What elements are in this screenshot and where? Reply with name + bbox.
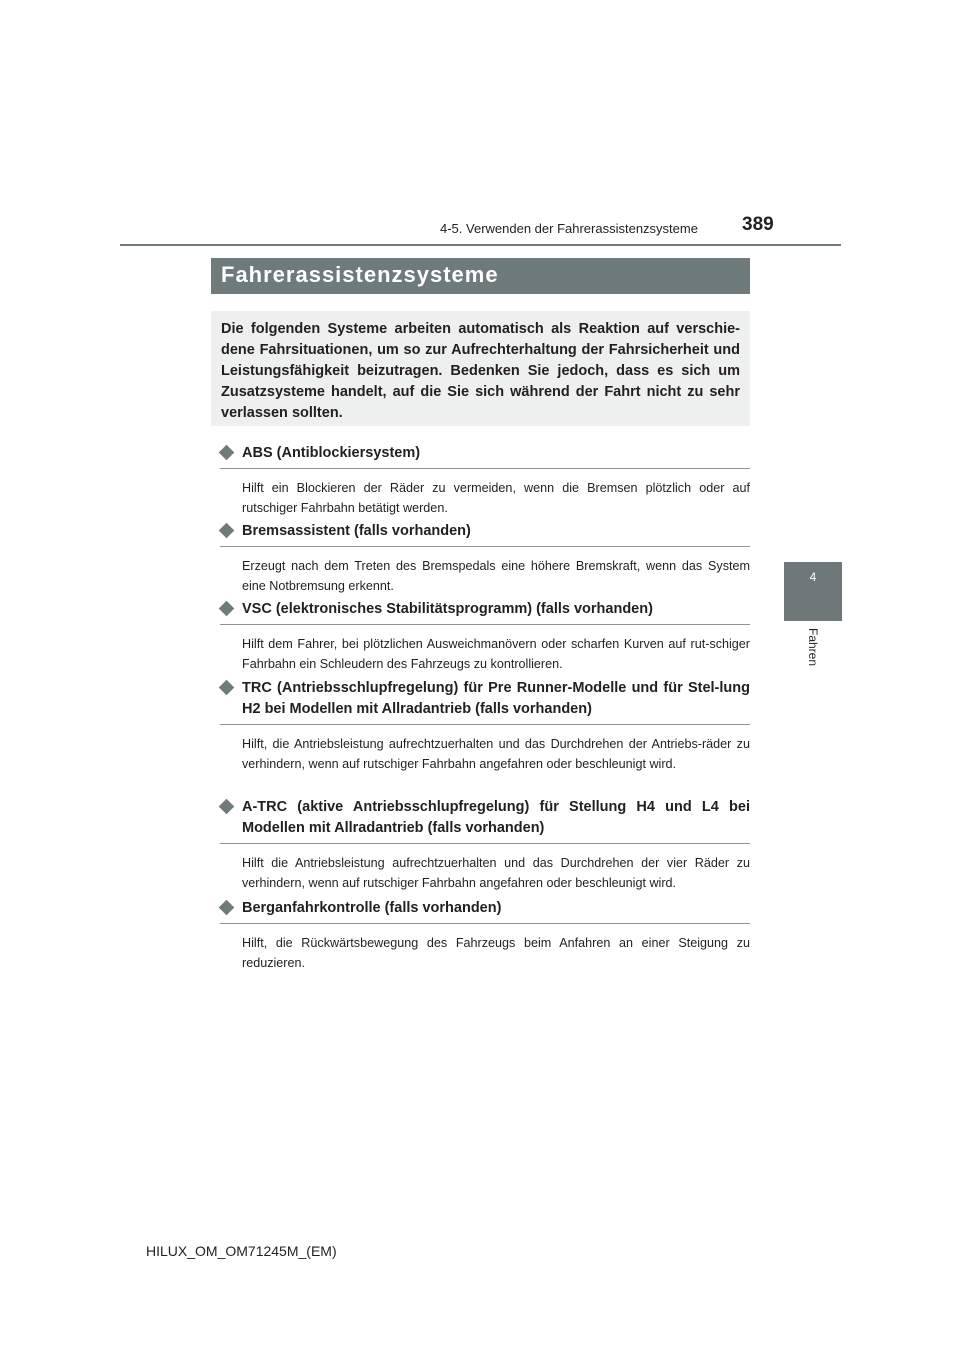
section-berganfahrkontrolle: [220, 898, 750, 973]
section-heading-text: A-TRC (aktive Antriebsschlupfregelung) für Stellung H4 und L4 bei Modellen mit Allradantrieb (falls vorhanden): [242, 799, 750, 836]
diamond-bullet-icon: [219, 445, 235, 461]
diamond-bullet-icon: [219, 680, 235, 696]
section-body: Hilft, die Rückwärtsbewegung des Fahrzeugs beim Anfahren an einer Steigung zu reduzieren.: [242, 936, 750, 970]
section-heading-text: TRC (Antriebsschlupfregelung) für Pre Runner-Modelle und für Stel-lung H2 bei Modellen mit Allradantrieb (falls vorhanden): [242, 680, 750, 717]
section-a-trc: [220, 797, 750, 893]
section-heading-text: ABS (Antiblockiersystem): [242, 445, 421, 461]
diamond-bullet-icon: [219, 900, 235, 916]
chapter-number: 4: [809, 570, 817, 584]
section-heading: [220, 599, 750, 625]
section-trc: [220, 678, 750, 774]
section-heading-text: VSC (elektronisches Stabilitätsprogramm) (falls vorhanden): [242, 601, 653, 617]
page-title-bar: [211, 258, 750, 294]
section-body: Hilft dem Fahrer, bei plötzlichen Ausweichmanövern oder scharfen Kurven auf rut-schiger Fahrbahn ein Schleudern des Fahrzeugs zu kontrollieren.: [242, 637, 750, 671]
section-body: Hilft, die Antriebsleistung aufrechtzuerhalten und das Durchdrehen der Antriebs-räder zu verhindern, wenn auf rutschiger Fahrbahn angefahren oder beschleunigt wird.: [242, 737, 750, 771]
section-body: Hilft die Antriebsleistung aufrechtzuerhalten und das Durchdrehen der vier Räder zu verhindern, wenn auf rutschiger Fahrbahn angefahren oder beschleunigt wird.: [242, 856, 750, 890]
chapter-tab: [784, 562, 842, 621]
running-header: 4-5. Verwenden der Fahrerassistenzsysteme: [440, 221, 698, 236]
section-heading-text: Bremsassistent (falls vorhanden): [242, 523, 471, 539]
diamond-bullet-icon: [219, 523, 235, 539]
intro-text: Die folgenden Systeme arbeiten automatisch als Reaktion auf verschie-dene Fahrsituationen, um so zur Aufrechterhaltung der Fahrsicherheit und Leistungsfähigkeit beizutragen. Bedenken Sie jedoch, dass es sich um Zusatzsysteme handelt, auf die Sie sich während der Fahrt nicht zu sehr verlassen sollten.: [221, 321, 740, 421]
diamond-bullet-icon: [219, 799, 235, 815]
document-id-footer: HILUX_OM_OM71245M_(EM): [146, 1243, 337, 1259]
section-heading: [220, 521, 750, 547]
page-number: 389: [742, 214, 774, 235]
chapter-label: [806, 628, 820, 688]
chapter-label-text: Fahren: [806, 628, 820, 667]
header-rule: [120, 244, 841, 246]
section-body: Hilft ein Blockieren der Räder zu vermeiden, wenn die Bremsen plötzlich oder auf rutschiger Fahrbahn betätigt werden.: [242, 481, 750, 515]
diamond-bullet-icon: [219, 601, 235, 617]
section-heading: [220, 443, 750, 469]
section-body: Erzeugt nach dem Treten des Bremspedals eine höhere Bremskraft, wenn das System eine Notbremsung erkennt.: [242, 559, 750, 593]
page-title: Fahrerassistenzsysteme: [221, 262, 499, 287]
section-vsc: [220, 599, 750, 674]
intro-box: [211, 311, 750, 426]
section-heading: [220, 678, 750, 725]
section-bremsassistent: [220, 521, 750, 596]
section-heading: [220, 898, 750, 924]
section-heading-text: Berganfahrkontrolle (falls vorhanden): [242, 900, 502, 916]
section-heading: [220, 797, 750, 844]
section-abs: [220, 443, 750, 518]
